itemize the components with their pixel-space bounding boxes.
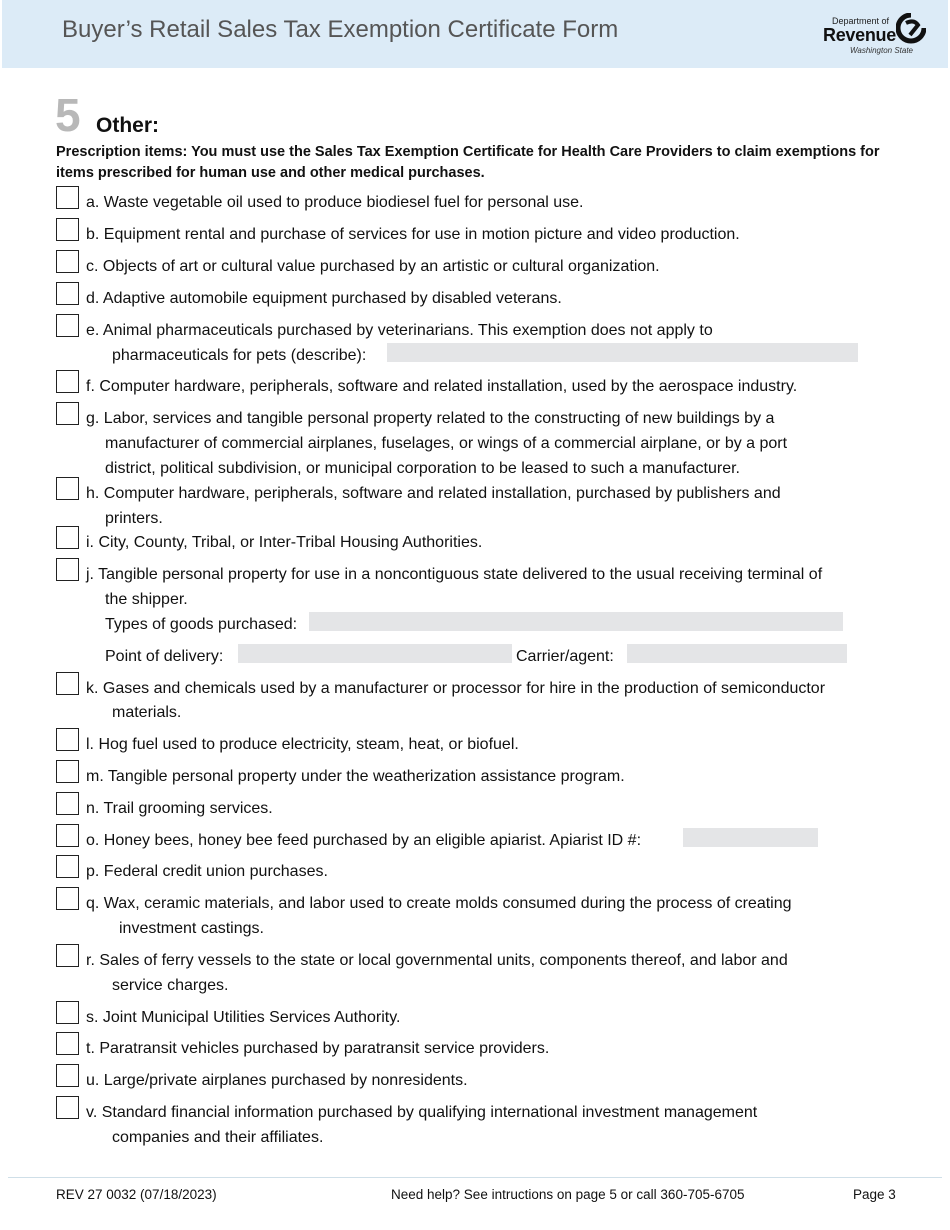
checkbox-a[interactable]: [56, 186, 79, 209]
item-u-text: u. Large/private airplanes purchased by nonresidents.: [86, 1072, 468, 1089]
item-r-text: r. Sales of ferry vessels to the state or local governmental units, components thereof, and labor and: [86, 952, 788, 969]
item-g-text-2: manufacturer of commercial airplanes, fuselages, or wings of a commercial airplane, or by a port: [105, 435, 788, 452]
section-number: 5: [55, 89, 81, 141]
checkbox-i[interactable]: [56, 526, 79, 549]
checkbox-m[interactable]: [56, 760, 79, 783]
item-g-text: g. Labor, services and tangible personal property related to the constructing of new buildings by a: [86, 410, 775, 427]
checkbox-q[interactable]: [56, 887, 79, 910]
item-g-text-3: district, political subdivision, or municipal corporation to be leased to such a manufacturer.: [105, 460, 740, 477]
item-v-text: v. Standard financial information purchased by qualifying international investment management: [86, 1104, 758, 1121]
types-of-goods-label: Types of goods purchased:: [105, 616, 298, 633]
checkbox-n[interactable]: [56, 792, 79, 815]
checkbox-e[interactable]: [56, 314, 79, 337]
footer-divider: [8, 1177, 942, 1178]
item-c-text: c. Objects of art or cultural value purchased by an artistic or cultural organization.: [86, 258, 660, 275]
page-number: Page 3: [853, 1187, 896, 1202]
checkbox-h[interactable]: [56, 477, 79, 500]
dor-logo: [820, 12, 930, 58]
checkbox-s[interactable]: [56, 1001, 79, 1024]
checkbox-t[interactable]: [56, 1032, 79, 1055]
checkbox-f[interactable]: [56, 370, 79, 393]
item-j-text: j. Tangible personal property for use in a noncontiguous state delivered to the usual receiving terminal of: [86, 566, 823, 583]
item-d-text: d. Adaptive automobile equipment purchased by disabled veterans.: [86, 290, 562, 307]
item-r-text-2: service charges.: [112, 977, 229, 994]
logo-swoosh-icon: [896, 13, 926, 45]
item-b-text: b. Equipment rental and purchase of services for use in motion picture and video production.: [86, 226, 740, 243]
logo-state-text: Washington State: [850, 46, 914, 55]
item-p-text: p. Federal credit union purchases.: [86, 863, 328, 880]
checkbox-g[interactable]: [56, 402, 79, 425]
checkbox-r[interactable]: [56, 944, 79, 967]
item-j-text-2: the shipper.: [105, 591, 188, 608]
point-of-delivery-label: Point of delivery:: [105, 648, 224, 665]
page-header: [2, 0, 948, 68]
item-e-text: e. Animal pharmaceuticals purchased by veterinarians. This exemption does not apply to: [86, 322, 713, 339]
item-n-text: n. Trail grooming services.: [86, 800, 273, 817]
pet-pharmaceuticals-field[interactable]: [387, 343, 858, 362]
item-f-text: f. Computer hardware, peripherals, software and related installation, used by the aerospace industry.: [86, 378, 798, 395]
item-m-text: m. Tangible personal property under the weatherization assistance program.: [86, 768, 625, 785]
carrier-agent-label: Carrier/agent:: [516, 648, 614, 665]
item-k-text-2: materials.: [112, 704, 182, 721]
carrier-agent-field[interactable]: [627, 644, 847, 663]
item-q-text: q. Wax, ceramic materials, and labor used to create molds consumed during the process of creating: [86, 895, 792, 912]
logo-revenue-text: Revenue: [823, 25, 896, 45]
checkbox-j[interactable]: [56, 558, 79, 581]
item-l-text: l. Hog fuel used to produce electricity, steam, heat, or biofuel.: [86, 736, 519, 753]
item-s-text: s. Joint Municipal Utilities Services Authority.: [86, 1009, 401, 1026]
item-i-text: i. City, County, Tribal, or Inter-Tribal Housing Authorities.: [86, 534, 483, 551]
prescription-note: Prescription items: You must use the Sales Tax Exemption Certificate for Health Care Providers to claim exemptions for items prescribed for human use and other medical purchases.: [56, 144, 880, 181]
checkbox-v[interactable]: [56, 1096, 79, 1119]
checkbox-b[interactable]: [56, 218, 79, 241]
item-h-text: h. Computer hardware, peripherals, software and related installation, purchased by publishers and: [86, 485, 781, 502]
item-e-text-2: pharmaceuticals for pets (describe):: [112, 347, 367, 364]
item-k-text: k. Gases and chemicals used by a manufacturer or processor for hire in the production of semiconductor: [86, 680, 826, 697]
checkbox-u[interactable]: [56, 1064, 79, 1087]
item-q-text-2: investment castings.: [119, 920, 264, 937]
checkbox-k[interactable]: [56, 672, 79, 695]
checkbox-d[interactable]: [56, 282, 79, 305]
item-a-text: a. Waste vegetable oil used to produce biodiesel fuel for personal use.: [86, 194, 584, 211]
point-of-delivery-field[interactable]: [238, 644, 512, 663]
apiarist-id-field[interactable]: [683, 828, 818, 847]
item-t-text: t. Paratransit vehicles purchased by paratransit service providers.: [86, 1040, 550, 1057]
help-text: Need help? See intructions on page 5 or call 360-705-6705: [391, 1187, 745, 1202]
item-v-text-2: companies and their affiliates.: [112, 1129, 324, 1146]
item-o-text: o. Honey bees, honey bee feed purchased by an eligible apiarist. Apiarist ID #:: [86, 832, 642, 849]
types-of-goods-field[interactable]: [309, 612, 843, 631]
checkbox-l[interactable]: [56, 728, 79, 751]
checkbox-o[interactable]: [56, 824, 79, 847]
checkbox-c[interactable]: [56, 250, 79, 273]
section-title: Other:: [96, 114, 159, 137]
form-id: REV 27 0032 (07/18/2023): [56, 1187, 217, 1202]
item-h-text-2: printers.: [105, 510, 163, 527]
checkbox-p[interactable]: [56, 855, 79, 878]
logo-dept-text: Department of: [832, 16, 890, 26]
form-title: Buyer’s Retail Sales Tax Exemption Certificate Form: [62, 16, 619, 43]
